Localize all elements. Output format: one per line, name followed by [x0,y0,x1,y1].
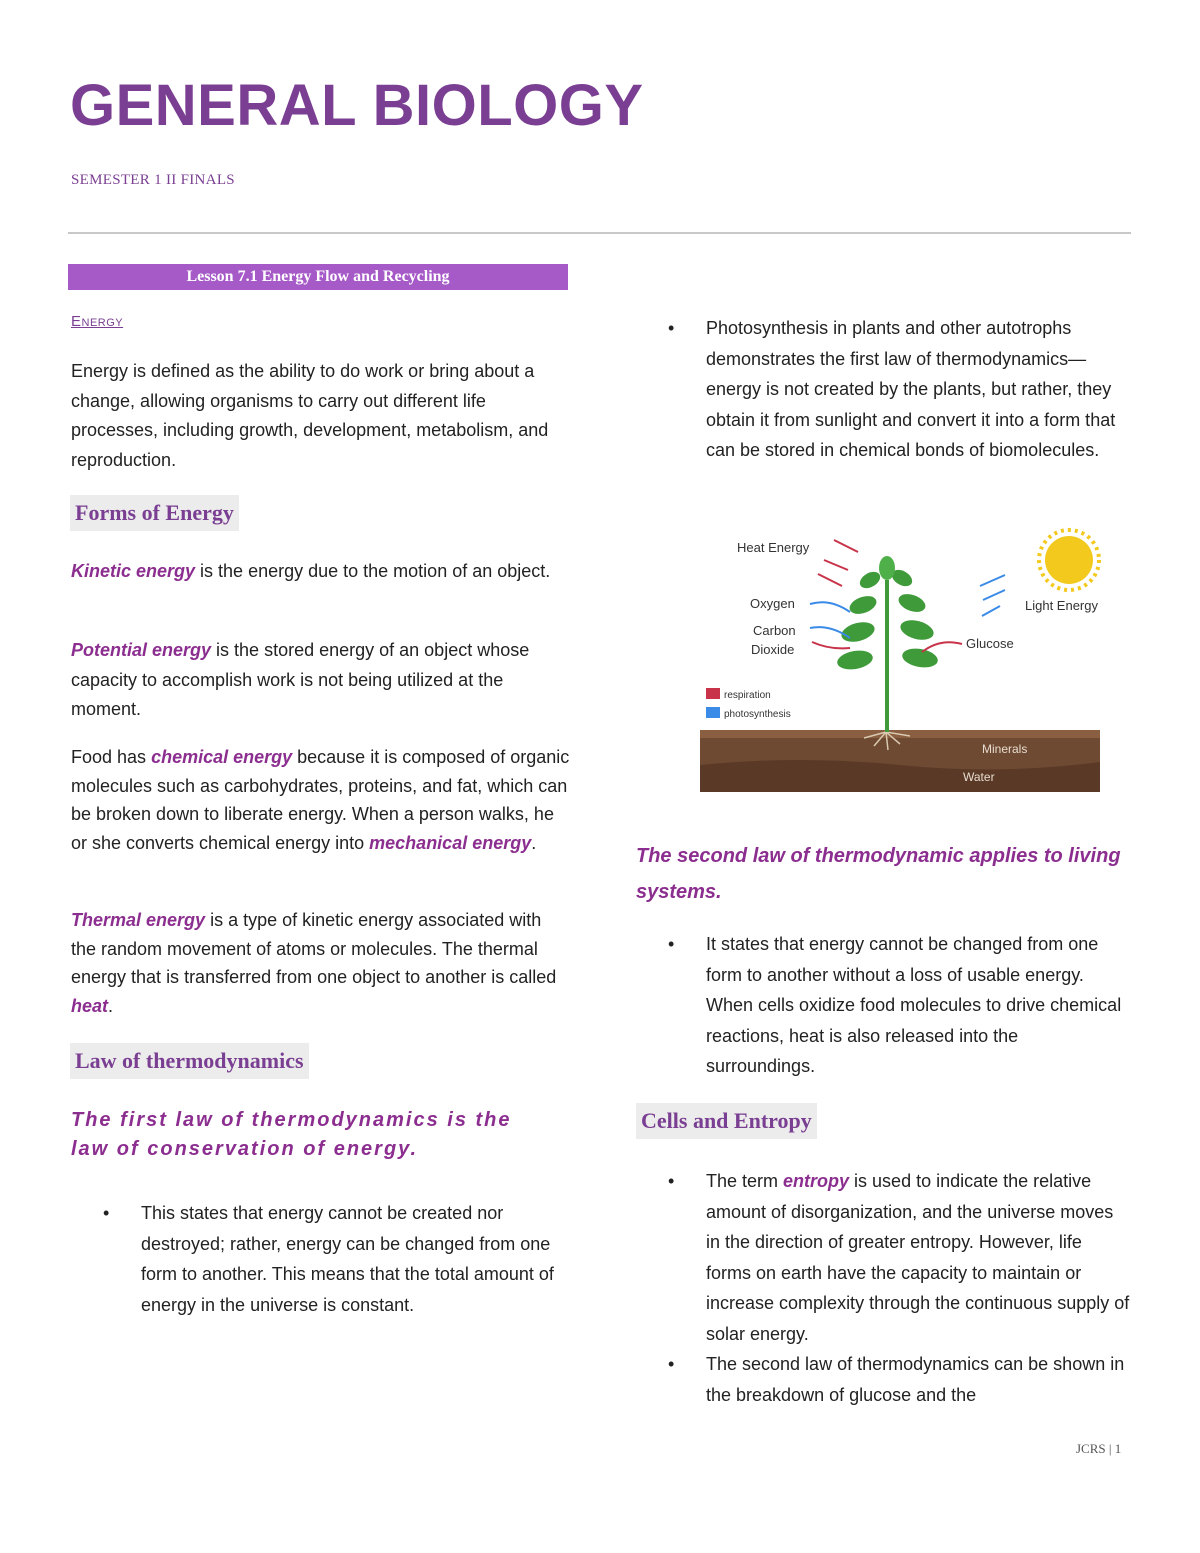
energy-flow-plant-diagram [700,520,1120,795]
water-label: Water [963,770,995,784]
potential-term: Potential energy [71,640,212,660]
photosynthesis-bullet-text: Photosynthesis in plants and other autotrophs demonstrates the first law of thermodynamics—energy is not created by the plants, but rather, they obtain it from sunlight and convert it into a form that can be stored in chemical bonds of biomolecules. [706,318,1116,460]
bullet-icon: • [668,1171,675,1191]
kinetic-paragraph [71,557,571,587]
oxygen-arrow [810,602,850,612]
legend-respiration-swatch [706,688,720,699]
entropy-list [668,1166,1131,1410]
list-item [103,1198,566,1320]
mechanical-term: mechanical energy [369,832,532,853]
carbon-label: Carbon [753,623,796,638]
first-law-list [103,1198,566,1320]
list-item [668,929,1131,1082]
entropy-pre: The term [706,1171,784,1191]
heat-energy-arrows [818,540,858,586]
light-energy-label: Light Energy [1025,598,1098,613]
legend-photosynthesis-swatch [706,707,720,718]
second-law-list [668,929,1131,1082]
thermal-term: Thermal energy [71,910,206,930]
kinetic-text: is the energy due to the motion of an object. [195,561,551,581]
forms-of-energy-heading: Forms of Energy [70,495,239,531]
potential-text: is the stored energy of an object whose capacity to accomplish work is not being utilized at the moment. [71,640,530,719]
first-law-bullet-text: This states that energy cannot be created nor destroyed; rather, energy can be changed from one form to another. This means that the total amount of energy in the universe is constant. [141,1203,554,1315]
lesson-banner: Lesson 7.1 Energy Flow and Recycling [68,264,568,290]
last-bullet-text: The second law of thermodynamics can be shown in the breakdown of glucose and the [706,1354,1125,1405]
list-item [668,1349,1131,1410]
law-of-thermodynamics-heading: Law of thermodynamics [70,1043,309,1079]
energy-section-label: Energy [71,313,124,330]
header-divider [68,232,1131,234]
entropy-term: entropy [783,1171,850,1191]
co2-resp-arrow [812,642,850,648]
heat-energy-label: Heat Energy [737,540,810,555]
chemical-text: because it is composed of organic molecules such as carbohydrates, proteins, and fat, which can be broken down to liberate energy. When a person walks, he or she converts chemical energy into [71,747,570,853]
list-item [668,1166,1131,1349]
photosynthesis-list [668,313,1131,466]
light-energy-arrows [980,575,1005,616]
bullet-icon: • [103,1203,110,1223]
heat-term: heat [71,995,109,1016]
chemical-paragraph [71,743,571,857]
glucose-label: Glucose [966,636,1014,651]
dioxide-label: Dioxide [751,642,795,657]
first-law-heading: The first law of thermodynamics is the law of conservation of energy. [71,1109,512,1160]
entropy-text: is used to indicate the relative amount of disorganization, and the universe moves in the direction of greater entropy. However, life forms on earth have the capacity to maintain or increase complexity through the continuous supply of solar energy. [706,1171,1130,1344]
chemical-term: chemical energy [151,747,293,767]
oxygen-label: Oxygen [750,596,795,611]
legend-photosynthesis-label: photosynthesis [724,709,791,720]
chemical-post: . [531,832,537,853]
energy-definition: Energy is defined as the ability to do work or bring about a change, allowing organisms to carry out different life processes, including growth, development, metabolism, and reproduction. [71,361,549,470]
sun-icon [1039,530,1099,590]
minerals-label: Minerals [982,742,1028,756]
bullet-icon: • [668,318,675,338]
thermal-paragraph [71,906,571,1020]
glucose-arrow [922,642,962,652]
thermal-text: is a type of kinetic energy associated with the random movement of atoms or molecules. The thermal energy that is transferred from one object to another is called [71,910,557,987]
page-footer: JCRS | 1 [1076,1441,1122,1456]
chemical-pre: Food has [71,747,152,767]
potential-paragraph [71,636,571,725]
list-item [668,313,1131,466]
legend-respiration-label: respiration [724,690,771,701]
cells-and-entropy-heading: Cells and Entropy [636,1103,817,1139]
bullet-icon: • [668,1354,675,1374]
bullet-icon: • [668,934,675,954]
document-subtitle: SEMESTER 1 II FINALS [71,172,235,188]
thermal-post: . [108,995,114,1016]
kinetic-term: Kinetic energy [71,561,196,581]
second-law-heading: The second law of thermodynamic applies to living systems. [636,845,1121,903]
second-law-bullet-text: It states that energy cannot be changed from one form to another without a loss of usable energy. When cells oxidize food molecules to drive chemical reactions, heat is also released into the surroundings. [706,934,1122,1076]
document-title: GENERAL BIOLOGY [70,73,644,138]
